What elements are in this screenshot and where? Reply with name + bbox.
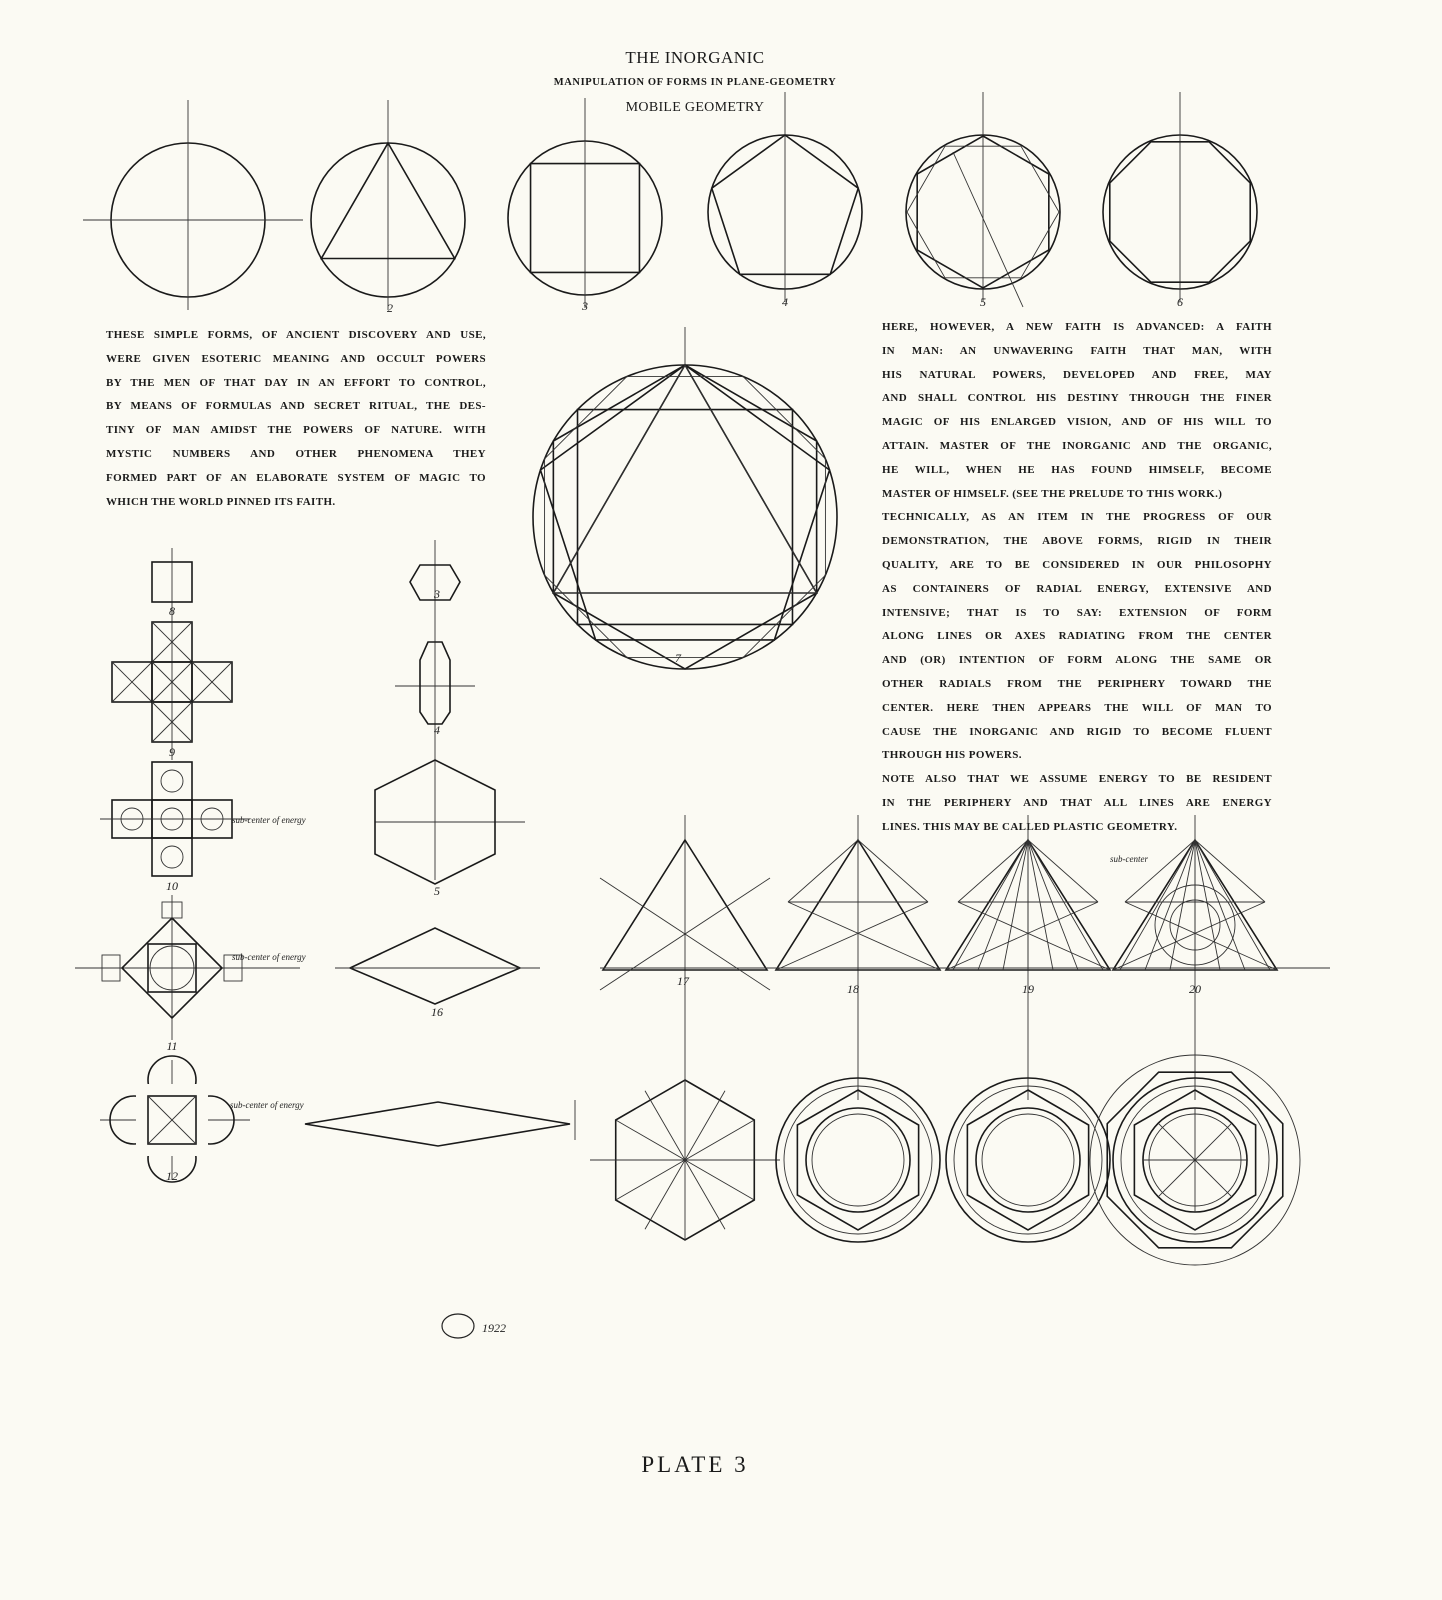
text-line: ATTAIN. MASTER OF THE INORGANIC AND THE ORGANIC, bbox=[882, 439, 1272, 452]
text-line: OTHER RADIALS FROM THE PERIPHERY TOWARD THE bbox=[882, 677, 1272, 690]
signature-monogram bbox=[442, 1314, 474, 1338]
figure-label: 18 bbox=[847, 982, 859, 996]
construction-line bbox=[858, 840, 928, 902]
figure-label: 12 bbox=[166, 1169, 178, 1183]
lens-shape bbox=[305, 1102, 570, 1146]
cross-square bbox=[152, 762, 192, 800]
construction-line bbox=[946, 902, 1098, 970]
text-line: HERE, HOWEVER, A NEW FAITH IS ADVANCED: A FAITH bbox=[882, 321, 1272, 333]
text-line: IN THE PERIPHERY AND THAT ALL LINES ARE ENERGY bbox=[882, 796, 1272, 809]
figure-label: 20 bbox=[1189, 982, 1201, 996]
annotation-text: sub-center bbox=[1110, 854, 1148, 864]
sub-center-circle bbox=[161, 770, 183, 792]
flattened-hexagon bbox=[350, 928, 520, 1004]
text-line: HIS NATURAL POWERS, DEVELOPED AND FREE, MAY bbox=[882, 368, 1272, 381]
construction-line bbox=[1125, 902, 1277, 970]
text-line: AND SHALL CONTROL HIS DESTINY THROUGH THE FINER bbox=[882, 392, 1272, 405]
text-line: BY MEANS OF FORMULAS AND SECRET RITUAL, THE DES- bbox=[106, 400, 486, 413]
figure-label: 6 bbox=[1177, 295, 1183, 309]
text-line: FORMED PART OF AN ELABORATE SYSTEM OF MAGIC TO bbox=[106, 471, 486, 484]
figure-label: 2 bbox=[387, 301, 393, 315]
figure-label: 16 bbox=[431, 1005, 443, 1019]
text-line: LINES. THIS MAY BE CALLED PLASTIC GEOMETRY. bbox=[882, 820, 1178, 833]
text-line: WHICH THE WORLD PINNED ITS FAITH. bbox=[106, 495, 336, 508]
inner-circle bbox=[806, 1108, 910, 1212]
figure-label: 3 bbox=[434, 587, 440, 601]
construction-line bbox=[958, 902, 1110, 970]
text-line: ALONG LINES OR AXES RADIATING FROM THE CENTER bbox=[882, 630, 1272, 643]
construction-line bbox=[776, 902, 928, 970]
construction-line bbox=[1195, 1123, 1232, 1160]
construction-line bbox=[1158, 1123, 1195, 1160]
construction-line bbox=[1145, 840, 1195, 970]
text-line: MAGIC OF HIS ENLARGED VISION, AND OF HIS WILL TO bbox=[882, 416, 1272, 429]
text-line: CENTER. HERE THEN APPEARS THE WILL OF MAN TO bbox=[882, 701, 1272, 714]
annotation-text: sub-center of energy bbox=[232, 815, 306, 825]
cross-square bbox=[152, 838, 192, 876]
text-line: IN MAN: AN UNWAVERING FAITH THAT MAN, WITH bbox=[882, 344, 1272, 357]
plate-number: PLATE 3 bbox=[641, 1452, 749, 1477]
page-subtitle: MANIPULATION OF FORMS IN PLANE-GEOMETRY bbox=[553, 77, 837, 88]
construction-line bbox=[953, 152, 1023, 307]
text-line: MASTER OF HIMSELF. (SEE THE PRELUDE TO THIS WORK.) bbox=[882, 487, 1223, 500]
inner-circle-2 bbox=[812, 1114, 904, 1206]
outer-circle bbox=[776, 1078, 940, 1242]
construction-line bbox=[1028, 840, 1078, 970]
text-line: THESE SIMPLE FORMS, OF ANCIENT DISCOVERY AND USE, bbox=[106, 329, 486, 341]
construction-line bbox=[1158, 1160, 1195, 1197]
figure-label: 11 bbox=[166, 1039, 178, 1053]
text-line: HE WILL, WHEN HE HAS FOUND HIMSELF, BECOME bbox=[882, 463, 1272, 476]
figure-7-triangle bbox=[553, 365, 816, 593]
inner-hexagon bbox=[797, 1090, 918, 1230]
construction-line bbox=[788, 840, 858, 902]
construction-line bbox=[1195, 1160, 1232, 1197]
text-line: THROUGH HIS POWERS. bbox=[882, 749, 1022, 762]
figure-label: 19 bbox=[1022, 982, 1034, 996]
text-line: TECHNICALLY, AS AN ITEM IN THE PROGRESS OF OUR bbox=[882, 511, 1272, 524]
construction-line bbox=[1195, 840, 1245, 970]
construction-line bbox=[978, 840, 1028, 970]
signature-year: 1922 bbox=[482, 1321, 506, 1335]
figure-label: 4 bbox=[434, 723, 440, 737]
inner-circle bbox=[976, 1108, 1080, 1212]
construction-line bbox=[788, 902, 940, 970]
text-line: AND (OR) INTENTION OF FORM ALONG THE SAME OR bbox=[882, 654, 1272, 667]
figure-label: 5 bbox=[980, 295, 986, 309]
section-title: MOBILE GEOMETRY bbox=[625, 100, 765, 115]
figure-7-inverted-triangle bbox=[553, 365, 816, 593]
construction-line bbox=[1113, 902, 1265, 970]
text-line: TINY OF MAN AMIDST THE POWERS OF NATURE. WITH bbox=[106, 424, 486, 437]
figure-label: 3 bbox=[582, 299, 588, 313]
figure-7-octagon bbox=[545, 377, 826, 658]
page-title: THE INORGANIC bbox=[625, 48, 765, 67]
figure-label: 5 bbox=[434, 884, 440, 898]
text-line: WERE GIVEN ESOTERIC MEANING AND OCCULT POWERS bbox=[106, 352, 486, 365]
text-line: INTENSIVE; THAT IS TO SAY: EXTENSION OF FORM bbox=[882, 606, 1272, 619]
figure-label: 8 bbox=[169, 604, 175, 618]
figure-label: 9 bbox=[169, 745, 175, 759]
figure-label: 4 bbox=[782, 295, 788, 309]
annotation-text: sub-center of energy bbox=[232, 952, 306, 962]
inner-hexagon bbox=[967, 1090, 1088, 1230]
figure-label: 10 bbox=[166, 879, 178, 893]
text-line: AS CONTAINERS OF RADIAL ENERGY, EXTENSIVE AND bbox=[882, 582, 1272, 595]
figure-7-circle bbox=[533, 365, 837, 669]
inner-circle-2 bbox=[982, 1114, 1074, 1206]
text-line: QUALITY, ARE TO BE CONSIDERED IN OUR PHILOSOPHY bbox=[882, 558, 1272, 571]
text-line: NOTE ALSO THAT WE ASSUME ENERGY TO BE RESIDENT bbox=[882, 773, 1272, 786]
figure-label: 17 bbox=[677, 974, 689, 988]
annotation-text: sub-center of energy bbox=[230, 1100, 304, 1110]
text-line: DEMONSTRATION, THE ABOVE FORMS, RIGID IN THEIR bbox=[882, 535, 1272, 548]
text-line: BY THE MEN OF THAT DAY IN AN EFFORT TO CONTROL, bbox=[106, 376, 486, 389]
figure-label: 7 bbox=[675, 651, 681, 665]
outer-circle bbox=[946, 1078, 1110, 1242]
sub-center-circle bbox=[161, 846, 183, 868]
figure-7-pentagon bbox=[540, 365, 829, 640]
text-line: CAUSE THE INORGANIC AND RIGID TO BECOME FLUENT bbox=[882, 725, 1272, 738]
text-line: MYSTIC NUMBERS AND OTHER PHENOMENA THEY bbox=[106, 447, 486, 460]
